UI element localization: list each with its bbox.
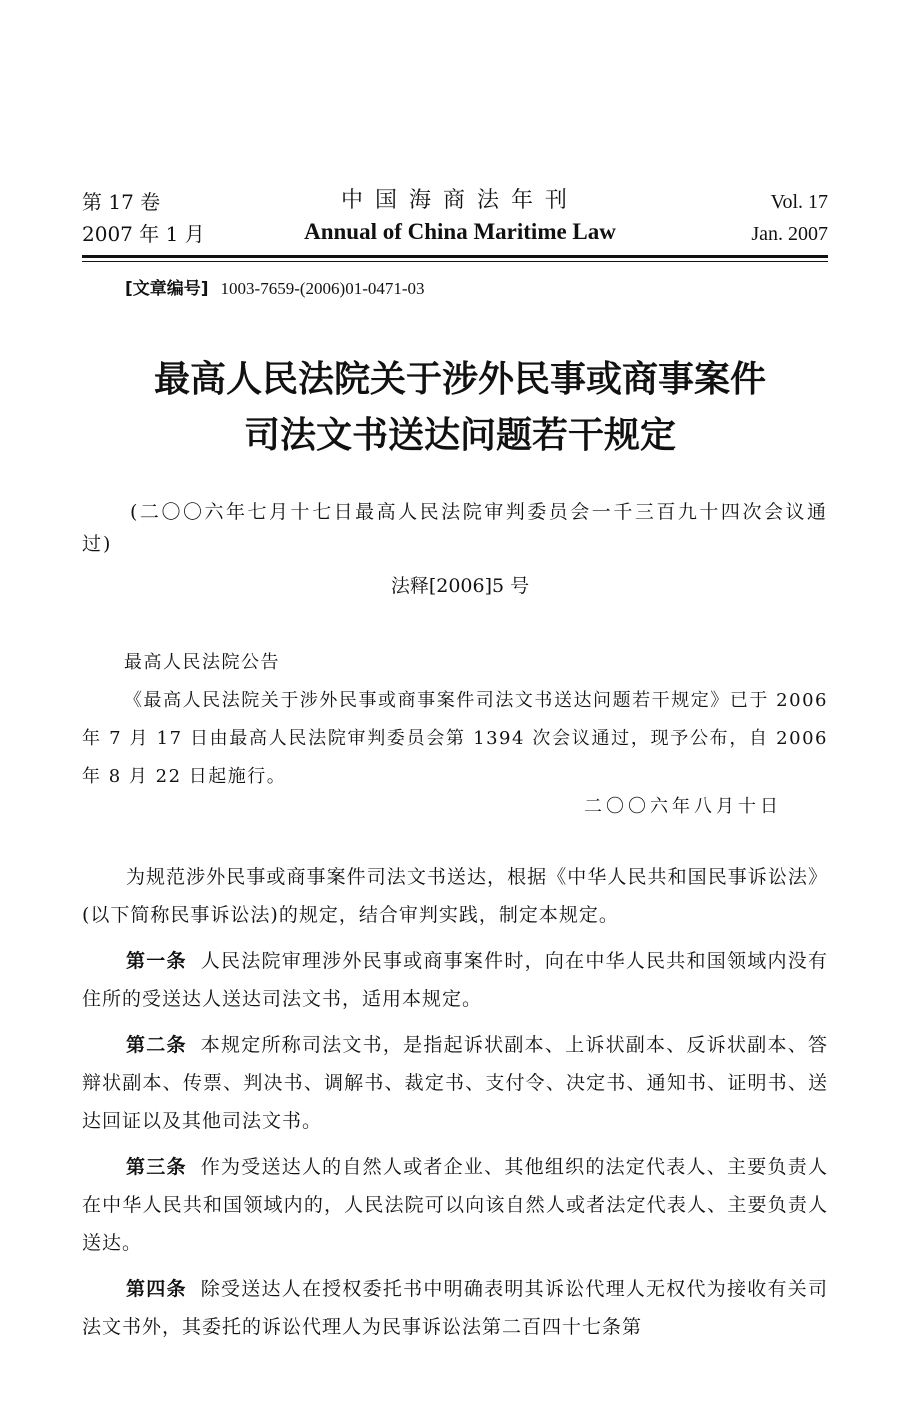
article-number [125,276,425,302]
article-paragraph-3 [82,1148,828,1262]
header-volume: 第 17 卷 [82,190,161,214]
article-number-label: [文章编号] [125,279,209,299]
header-rule-thick [82,255,828,258]
article-paragraph-4 [82,1270,828,1346]
article-title [0,352,920,464]
article-label: 第一条 [126,950,187,972]
article-label: 第三条 [126,1156,187,1178]
notice-body: 《最高人民法院关于涉外民事或商事案件司法文书送达问题若干规定》已于 2006 年 7 月 17 日由最高人民法院审判委员会第 1394 次会议通过，现予公布，自 2006 年 8 月 22 日起施行。 [82,690,828,787]
header-date-en: Jan. 2007 [751,223,828,245]
header-volume-en-block [751,186,828,250]
passed-note: (二〇〇六年七月十七日最高人民法院审判委员会一千三百九十四次会议通过) [82,501,828,555]
regulation-body [82,858,828,1354]
article-label: 第四条 [126,1278,187,1300]
header-date-cn: 2007 年 1 月 [82,222,205,246]
notice-heading: 最高人民法院公告 [124,652,280,673]
article-paragraph-1 [82,942,828,1018]
journal-title-en: Annual of China Maritime Law [304,219,616,244]
article-label: 第二条 [126,1034,187,1056]
article-paragraph-2 [82,1026,828,1140]
notice-signature-date: 二〇〇六年八月十日 [584,796,782,817]
article-title-line1: 最高人民法院关于涉外民事或商事案件 [153,359,766,400]
article-text: 人民法院审理涉外民事或商事案件时，向在中华人民共和国领域内没有住所的受送达人送达司法文书，适用本规定。 [82,950,828,1010]
article-text: 本规定所称司法文书，是指起诉状副本、上诉状副本、反诉状副本、答辩状副本、传票、判决书、调解书、裁定书、支付令、决定书、通知书、证明书、送达回证以及其他司法文书。 [82,1034,828,1132]
document-number: 法释[2006]5 号 [390,575,530,597]
article-number-value: 1003-7659-(2006)01-0471-03 [220,279,425,298]
article-text: 除受送达人在授权委托书中明确表明其诉讼代理人无权代为接收有关司法文书外，其委托的诉讼代理人为民事诉讼法第二百四十七条第 [82,1278,828,1338]
article-text: 作为受送达人的自然人或者企业、其他组织的法定代表人、主要负责人在中华人民共和国领域内的，人民法院可以向该自然人或者法定代表人、主要负责人送达。 [82,1156,828,1254]
journal-title-cn: 中国海商法年刊 [340,188,579,213]
article-title-line2: 司法文书送达问题若干规定 [243,415,676,456]
header-volume-en: Vol. 17 [770,191,828,213]
header-rule-thin [82,261,828,262]
preamble-paragraph: 为规范涉外民事或商事案件司法文书送达，根据《中华人民共和国民事诉讼法》(以下简称民事诉讼法)的规定，结合审判实践，制定本规定。 [82,866,828,926]
court-notice [82,644,828,817]
